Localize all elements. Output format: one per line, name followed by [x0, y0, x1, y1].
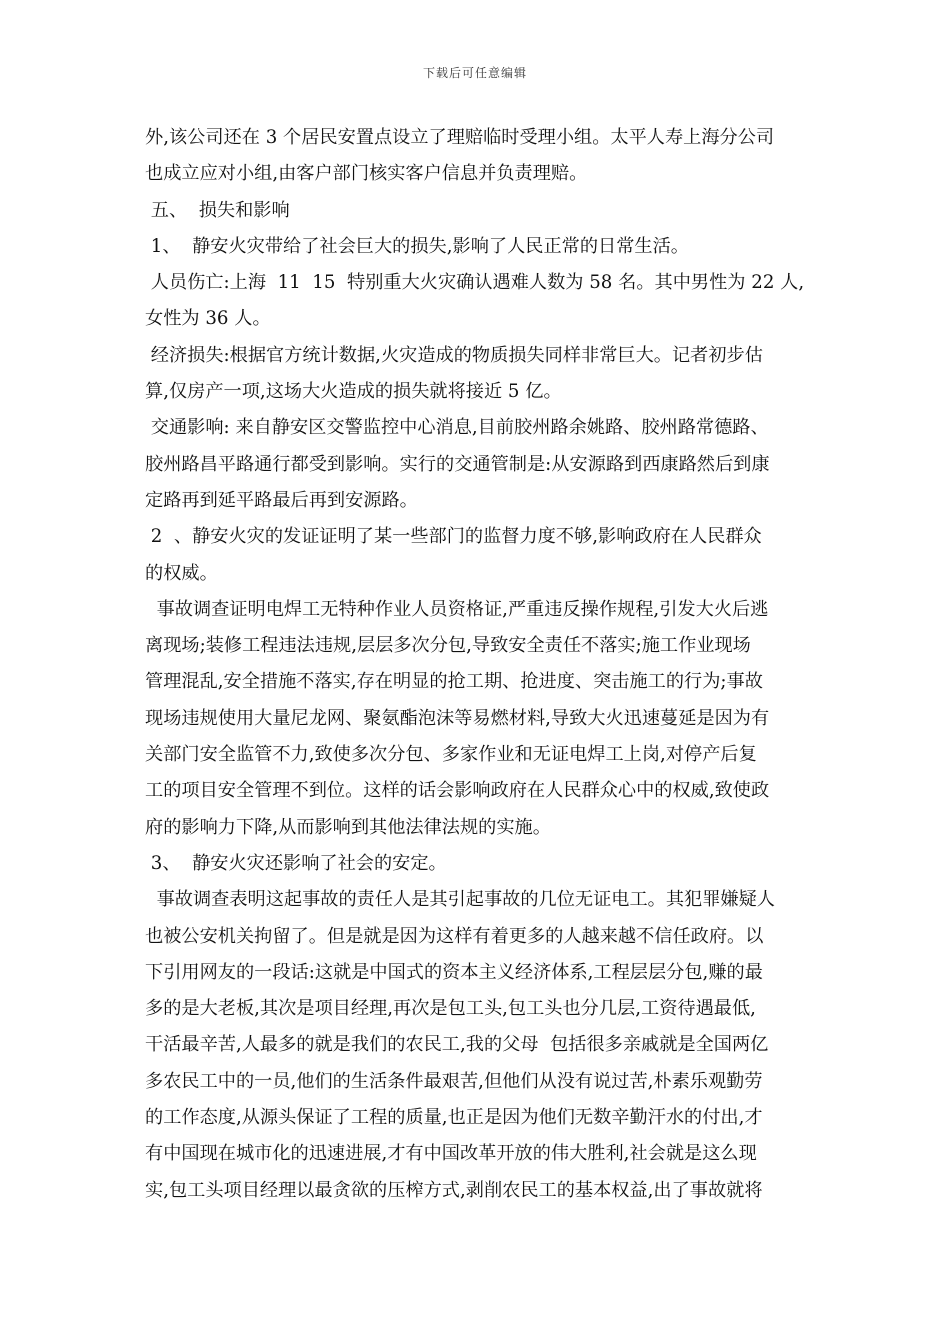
text-line: 离现场;装修工程违法违规,层层多次分包,导致安全责任不落实;施工作业现场 [145, 635, 751, 657]
text-line: 经济损失:根据官方统计数据,火灾造成的物质损失同样非常巨大。记者初步估 [145, 344, 763, 366]
text-line: 关部门安全监管不力,致使多次分包、多家作业和无证电焊工上岗,对停产后复 [145, 744, 757, 766]
text-line: 有中国现在城市化的迅速进展,才有中国改革开放的伟大胜利,社会就是这么现 [145, 1143, 757, 1165]
text-line: 也被公安机关拘留了。但是就是因为这样有着更多的人越来越不信任政府。以 [145, 925, 764, 947]
text-line: 现场违规使用大量尼龙网、聚氨酯泡沫等易燃材料,导致大火迅速蔓延是因为有 [145, 707, 770, 729]
text-line: 1、 静安火灾带给了社会巨大的损失,影响了人民正常的日常生活。 [145, 235, 689, 257]
text-line: 算,仅房产一项,这场大火造成的损失就将接近 5 亿。 [145, 381, 562, 403]
text-line: 外,该公司还在 3 个居民安置点设立了理赔临时受理小组。太平人寿上海分公司 [145, 127, 775, 148]
text-line: 女性为 36 人。 [145, 308, 271, 330]
text-line: 实,包工头项目经理以最贪欲的压榨方式,剥削农民工的基本权益,出了事故就将 [145, 1179, 763, 1201]
text-line: 的工作态度,从源头保证了工程的质量,也正是因为他们无数辛勤汗水的付出,才 [145, 1107, 763, 1129]
text-line: 的权威。 [145, 562, 218, 584]
text-line: 干活最辛苦,人最多的就是我们的农民工,我的父母 包括很多亲戚就是全国两亿 [145, 1034, 769, 1056]
document-body [145, 120, 820, 1209]
text-line: 管理混乱,安全措施不落实,存在明显的抢工期、抢进度、突击施工的行为;事故 [145, 671, 763, 693]
text-line: 下引用网友的一段话:这就是中国式的资本主义经济体系,工程层层分包,赚的最 [145, 961, 763, 983]
text-line: 多的是大老板,其次是项目经理,再次是包工头,包工头也分几层,工资待遇最低, [145, 998, 756, 1020]
text-line: 事故调查表明这起事故的责任人是其引起事故的几位无证电工。其犯罪嫌疑人 [145, 889, 775, 911]
text-line: 定路再到延平路最后再到安源路。 [145, 489, 418, 511]
text-line: 工的项目安全管理不到位。这样的话会影响政府在人民群众心中的权威,致使政 [145, 780, 770, 802]
text-line: 3、 静安火灾还影响了社会的安定。 [145, 852, 447, 874]
text-line: 胶州路昌平路通行都受到影响。实行的交通管制是:从安源路到西康路然后到康 [145, 453, 770, 475]
text-line: 府的影响力下降,从而影响到其他法律法规的实施。 [145, 816, 551, 838]
text-line: 人员伤亡:上海 11 15 特别重大火灾确认遇难人数为 58 名。其中男性为 22 人, [145, 272, 805, 294]
text-line: 2 、静安火灾的发证证明了某一些部门的监督力度不够,影响政府在人民群众 [145, 526, 762, 548]
text-line: 多农民工中的一员,他们的生活条件最艰苦,但他们从没有说过苦,朴素乐观勤劳 [145, 1070, 763, 1092]
text-line: 交通影响: 来自静安区交警监控中心消息,目前胶州路余姚路、胶州路常德路、 [145, 417, 769, 439]
section-heading: 五、 损失和影响 [145, 199, 290, 221]
page-header: 下载后可任意编辑 [422, 66, 527, 80]
text-line: 事故调查证明电焊工无特种作业人员资格证,严重违反操作规程,引发大火后逃 [145, 598, 769, 620]
text-line: 也成立应对小组,由客户部门核实客户信息并负责理赔。 [145, 163, 588, 185]
